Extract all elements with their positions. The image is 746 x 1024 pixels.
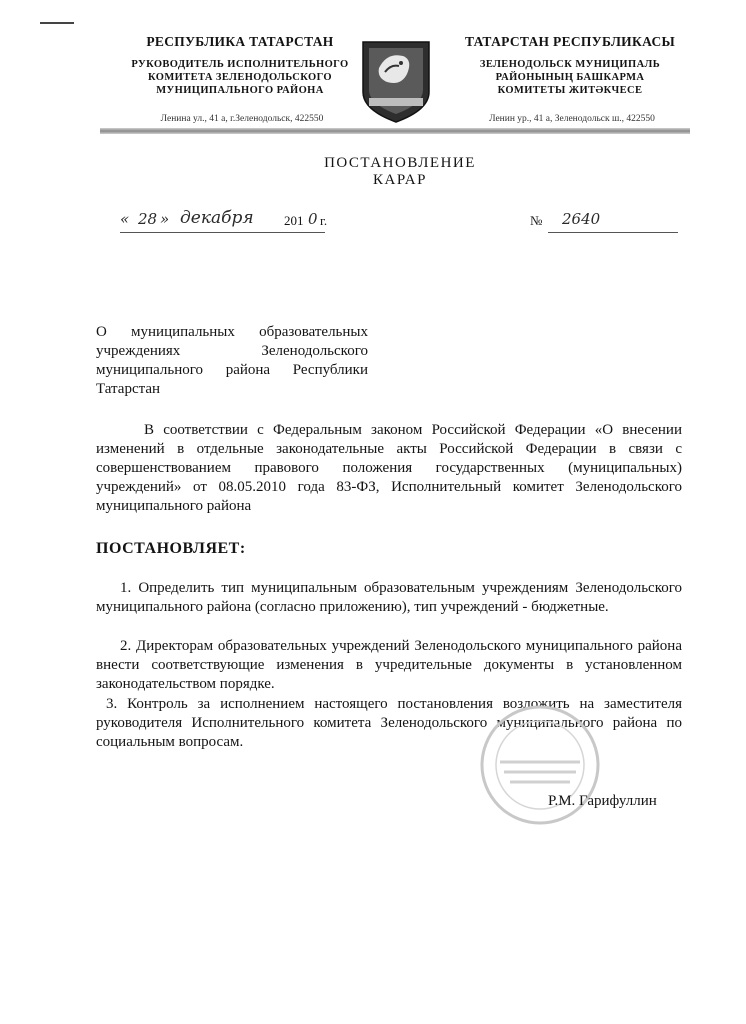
header-right-address: Ленин ур., 41 а, Зеленодольск ш., 422550 xyxy=(489,114,655,124)
date-open-quote: « xyxy=(120,210,130,228)
clause-1: 1. Определить тип муниципальным образовательным учреждениям Зеленодольского муниципального района (согласно приложению), тип учреждений - бюджетные. xyxy=(96,580,682,615)
signatory-name: Р.М. Гарифуллин xyxy=(548,793,657,809)
date-day: 28 xyxy=(138,210,158,228)
date-underline xyxy=(120,232,325,233)
subject-block xyxy=(96,323,368,399)
preamble-paragraph: В соответствии с Федеральным законом Российской Федерации «О внесении изменений в отдельные законодательные акты Российской Федерации в связи с совершенствованием правового положения государственных (муниципальных) учреждений» от 08.05.2010 года 83-ФЗ, Исполнительный комитет Зеленодольского муниципального района xyxy=(96,422,682,514)
number-label: № xyxy=(530,213,543,228)
date-month: декабря xyxy=(180,208,254,228)
coat-of-arms-emblem xyxy=(357,38,435,124)
date-year-prefix: 201 xyxy=(284,213,304,228)
clause-2: 2. Директорам образовательных учреждений Зеленодольского муниципального района внести соответствующие изменения в учредительные документы в установленном законодательством порядке. xyxy=(96,638,682,692)
header-left-address: Ленина ул., 41 а, г.Зеленодольск, 422550 xyxy=(160,114,324,124)
clause-3: 3. Контроль за исполнением настоящего постановления возложить на заместителя руководителя Исполнительного комитета Зеленодольского муниципального района по социальным вопросам. xyxy=(96,696,682,750)
header-divider xyxy=(100,128,690,134)
number-underline xyxy=(548,232,678,233)
header-right-title: ТАТАРСТАН РЕСПУБЛИКАСЫ xyxy=(464,34,676,49)
scan-mark xyxy=(40,22,74,24)
date-field xyxy=(120,210,340,234)
document-type-title-tatar: КАРАР xyxy=(373,172,427,188)
header-right-subtitle: ЗЕЛЕНОДОЛЬСК МУНИЦИПАЛЬ РАЙОНЫНЫҢ БАШКАРМА КОМИТЕТЫ ЖИТӘКЧЕСЕ xyxy=(479,59,661,96)
subject-line: О муниципальных образовательных xyxy=(96,324,368,340)
subject-line: учреждениях Зеленодольского xyxy=(96,343,368,359)
document-type-title: ПОСТАНОВЛЕНИЕ xyxy=(324,155,476,171)
header-left-subtitle: РУКОВОДИТЕЛЬ ИСПОЛНИТЕЛЬНОГО КОМИТЕТА ЗЕЛЕНОДОЛЬСКОГО МУНИЦИПАЛЬНОГО РАЙОНА xyxy=(131,59,349,96)
subject-line: Татарстан xyxy=(96,381,161,397)
date-year-mark: г. xyxy=(320,213,328,228)
date-year-suffix: 0 xyxy=(308,210,318,228)
number-value: 2640 xyxy=(562,210,601,228)
faded-stamp xyxy=(470,700,610,830)
document-number xyxy=(530,210,680,234)
header-left-title: РЕСПУБЛИКА ТАТАРСТАН xyxy=(146,34,334,49)
subject-line: муниципального района Республики xyxy=(96,362,368,378)
resolve-heading: ПОСТАНОВЛЯЕТ: xyxy=(96,540,246,557)
date-close-quote: » xyxy=(160,210,170,228)
